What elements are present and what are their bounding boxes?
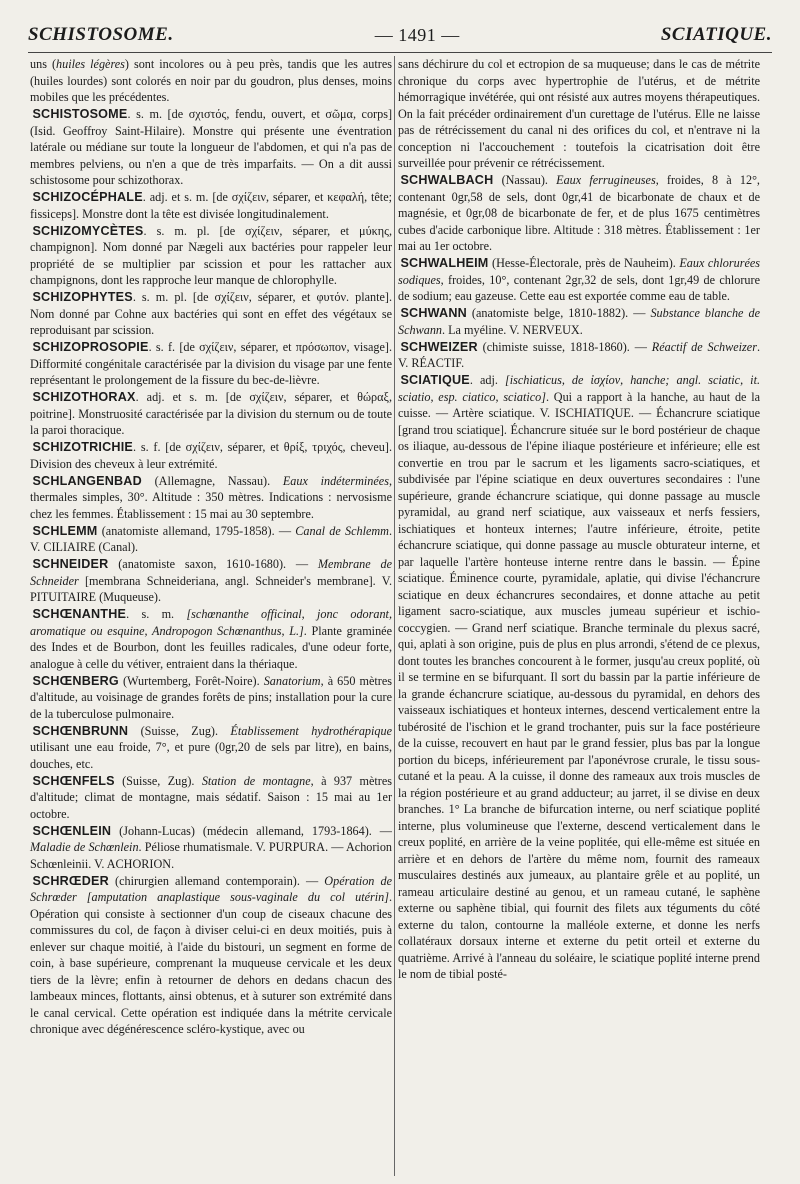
entry: SCHISTOSOME. s. m. [de σχιστός, fendu, ouvert, et σῶμα, corps] (Isid. Geoffroy Saint-Hilaire). Monstre qui présente une éventration latérale ou médiane sur toute la longueur de l'abdomen, et qui n'a pas de membres pelviens, ou n'en a que de très imparfaits. — On a dit aussi schistosome pour schizothorax. bbox=[30, 107, 393, 187]
entry: SCHLEMM (anatomiste allemand, 1795-1858). — Canal de Schlemm. V. CILIAIRE (Canal). bbox=[30, 523, 393, 554]
header-rule bbox=[28, 52, 772, 53]
entry: SCHIZOTHORAX. adj. et s. m. [de σχίζειν, séparer, et θώραξ, poitrine]. Monstruosité caractérisée par la division du sternum ou de toute la paroi thoracique. bbox=[30, 390, 392, 437]
entry: sans déchirure du col et ectropion de sa muqueuse; dans le cas de métrite chronique du corps avec hypertrophie de l'utérus, et de métrite hémorragique invétérée, qui ont résisté aux autres moyens thérapeutiques. On la fait précéder ordinairement d'un curettage de l'utérus. Elle ne laisse pas de rétrécissement du canal ni des orifices du col, et n'entrave ni la conception ni l'accouchement : toutefois la cicatrisation doit être surveillée pour prévenir ce rétrécissement. bbox=[398, 57, 760, 170]
entry: SCHWALHEIM (Hesse-Électorale, près de Nauheim). Eaux chlorurées sodiques, froides, 10°, contenant 2gr,32 de sels, dont 1gr,49 de chlorure de sodium; eau gazeuse. Cette eau est exportée comme eau de table. bbox=[398, 256, 761, 303]
right-column bbox=[398, 56, 760, 983]
entry: SCHŒNFELS (Suisse, Zug). Station de montagne, à 937 mètres d'altitude; climat de montagne, mais sédatif. Saison : 15 mai au 1er octobre. bbox=[30, 773, 392, 821]
entry: SCHŒNANTHE. s. m. [schœnanthe officinal, jonc odorant, aromatique ou esquine, Andropogon Schœnanthus, L.]. Plante graminée des Indes et de Bourbon, dont les feuilles radicales, d'une odeur forte, analogue à celle du vétiver, entraient dans la thériaque. bbox=[30, 607, 392, 671]
entry: SCHRŒDER (chirurgien allemand contemporain). — Opération de Schrœder [amputation anaplastique sous-vaginale du col utérin]. Opération qui consiste à sectionner d'un coup de ciseaux chacune des commissures du col, de façon à diviser celui-ci en deux moitiés, puis à enlever sur chaque moitié, à l'aide du bistouri, un segment en forme de coin, à base supérieure, comprenant la muqueuse cervicale et les deux tiers de la lèvre; enfin à retourner de dehors en dedans chacun des lambeaux minces, flottants, ainsi obtenus, et à suturer son extrémité dans le canal cervical. Cette opération est indiquée dans la métrite cervicale chronique avec dégénérescence scléro-kystique, avec ou bbox=[30, 873, 392, 1036]
column-divider bbox=[394, 56, 395, 1176]
left-column bbox=[30, 56, 392, 1038]
entry: SCHWANN (anatomiste belge, 1810-1882). — Substance blanche de Schwann. La myéline. V. NERVEUX. bbox=[398, 306, 760, 337]
entry: SCHIZOCÉPHALE. adj. et s. m. [de σχίζειν, séparer, et κεφαλή, tête; fissiceps]. Monstre dont la tête est divisée longitudinalement. bbox=[30, 190, 392, 221]
running-header bbox=[28, 18, 772, 52]
entry: SCHŒNLEIN (Johann-Lucas) (médecin allemand, 1793-1864). — Maladie de Schœnlein. Péliose rhumatismale. V. PURPURA. — Achorion Schœnleinii. V. ACHORION. bbox=[30, 823, 393, 871]
page-number: — 1491 — bbox=[374, 24, 460, 45]
header-left-word: SCHISTOSOME. bbox=[28, 24, 174, 45]
entry: SCHWALBACH (Nassau). Eaux ferrugineuses, froides, 8 à 12°, contenant 0gr,58 de sels, dont 0gr,41 de bicarbonate de chaux et de magnésie, et 0gr,08 de bicarbonate de fer, et de plus 1675 centimètres cubes d'acide carbonique libre. Altitude : 318 mètres. Établissement : 1er mai au 1er octobre. bbox=[398, 173, 760, 253]
entry: SCHIZOPROSOPIE. s. f. [de σχίζειν, séparer, et πρόσωπον, visage]. Difformité congénitale caractérisée par la division du visage par une fente représentant le prolongement de la fissure du bec-de-lièvre. bbox=[30, 340, 392, 387]
entry: uns (huiles légères) sont incolores ou à peu près, tandis que les autres (huiles lourdes) sont colorés en noir par du goudron, plus denses, moins mobiles que les précédentes. bbox=[30, 57, 392, 104]
entry: SCHIZOTRICHIE. s. f. [de σχίζειν, séparer, et θρίξ, τριχός, cheveu]. Division des cheveux à leur extrémité. bbox=[30, 440, 392, 471]
header-right-word: SCIATIQUE. bbox=[660, 24, 772, 45]
entry: SCIATIQUE. adj. [ischiaticus, de ἰσχίον, hanche; angl. sciatic, it. sciatio, esp. ciatico, sciatico]. Qui a rapport à la hanche, au haut de la cuisse. — Artère sciatique. V. ISCHIATIQUE. — Échancrure sciatique [grand trou sciatique]. Échancrure située sur le bord postérieur de chaque os iliaque, au-dessous de l'épine iliaque postérieure et inférieure; elle est convertie en trou par le sacrum et les ligaments sacro-sciatiques, et subdivisée par l'épine sciatique en deux ouvertures secondaires : l'une supérieure, grande échancrure sciatique, qui donne passage au muscle pyramidal, au grand nerf sciatique, aux vaisseaux et nerfs fessiers, ischiatiques et honteux internes; l'autre inférieure, étroite, petite échancrure sciatique, qui donne passage au muscle obturateur interne, et par laquelle l'artère honteuse interne rentre dans le bassin. — Épine sciatique. Éminence courte, pyramidale, aplatie, qui divise l'échancrure sciatique en deux échancrures secondaires, et donne attache au petit ligament sacro-sciatique, aux muscles jumeau supérieur et ischio-coccygien. — Grand nerf sciatique. Branche terminale du plexus sacré, qui, aplati à son origine, puis de plus en plus arrondi, s'étend de ce plexus, dont toutes les branches concourent à le former, jusqu'au creux poplité, où il se termine en se bifurquant. Il sort du bassin par la partie inférieure de la grande échancrure sciatique, au-dessous du pyramidal, en dehors des vaisseaux ischiatiques et honteux internes, descend verticalement entre la tubérosité de l'ischion et le grand trochanter, puis sur la face postérieure de la cuisse, recouvert en haut par le grand fessier, plus bas par la longue portion du biceps, inférieurement par l'aponévrose crurale, le tissu sous-cutané et la peau. A la cuisse, il donne des rameaux aux trois muscles de la région postérieure et au grand adducteur; au jarret, il se divise en deux branches. 1° La branche de bifurcation interne, ou nerf sciatique poplité interne, plus volumineuse que l'externe, descend verticalement dans le creux poplité, en arrière de la veine poplitée, qui elle-même est située en arrière et en dehors de l'artère du même nom, fournit des rameaux musculaires destinés aux jumeaux, au plantaire grêle et au poplité, un rameau articulaire destiné au genou, et un rameau cutané, le saphène externe ou saphène tibial, qui fournit des filets aux téguments du côté externe du talon, contourne la malléole externe, et donne les nerfs collatéraux dorsaux interne et externe du petit orteil et externe du quatrième. Arrivé à l'anneau du soléaire, le sciatique poplité interne prend le nom de tibial posté- bbox=[398, 373, 760, 981]
entry: SCHLANGENBAD (Allemagne, Nassau). Eaux indéterminées, thermales simples, 30°. Altitude : 350 mètres. Indications : nervosisme chez les femmes. Établissement : 15 mai au 30 septembre. bbox=[30, 473, 393, 521]
entry: SCHIZOMYCÈTES. s. m. pl. [de σχίζειν, séparer, et μύκης, champignon]. Nom donné par Nægeli aux bactéries pour rappeler leur propriété de se multiplier par scission et pour les rattacher aux champignons, dont les rapproche leur manque de chlorophylle. bbox=[30, 223, 393, 287]
entry: SCHŒNBRUNN (Suisse, Zug). Établissement hydrothérapique utilisant une eau froide, 7°, et pure (0gr,20 de sels par litre), en bains, douches, etc. bbox=[30, 723, 392, 771]
entry: SCHŒNBERG (Wurtemberg, Forêt-Noire). Sanatorium, à 650 mètres d'altitude, au voisinage de grandes forêts de pins; installation pour la cure de la tuberculose pulmonaire. bbox=[30, 673, 392, 721]
entry: SCHIZOPHYTES. s. m. pl. [de σχίζειν, séparer, et φυτόν. plante]. Nom donné par Cohne aux bactéries qui sont en effet des végétaux se reproduisant par scission. bbox=[30, 290, 393, 337]
entry: SCHWEIZER (chimiste suisse, 1818-1860). — Réactif de Schweizer. V. RÉACTIF. bbox=[398, 339, 760, 370]
entry: SCHNEIDER (anatomiste saxon, 1610-1680). — Membrane de Schneider [membrana Schneideriana, angl. Schneider's membrane]. V. PITUITAIRE (Muqueuse). bbox=[30, 557, 392, 604]
